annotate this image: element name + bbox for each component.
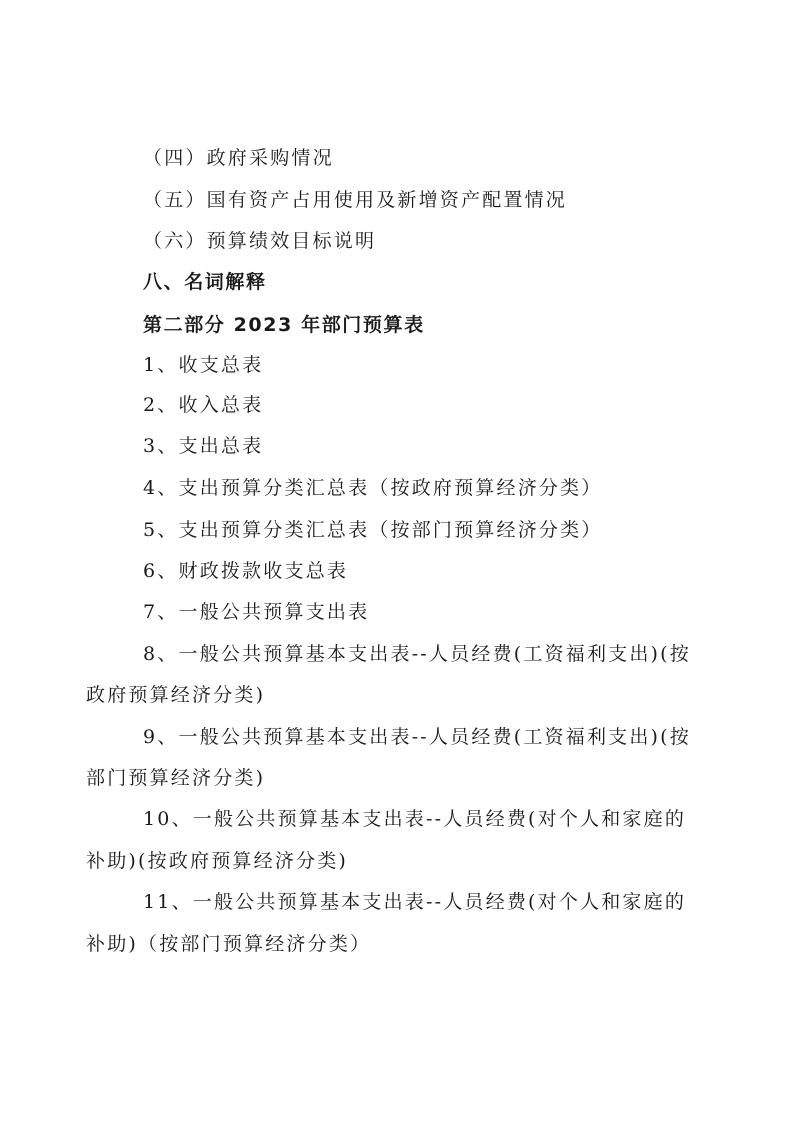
- table-list-item-10: 10、一般公共预算基本支出表--人员经费(对个人和家庭的: [143, 808, 687, 830]
- table-list-item-9: 9、一般公共预算基本支出表--人员经费(工资福利支出)(按: [143, 726, 691, 748]
- table-list-item-8: 8、一般公共预算基本支出表--人员经费(工资福利支出)(按: [143, 643, 691, 665]
- table-list-item-9-continued: 部门预算经济分类): [86, 767, 266, 789]
- table-list-item-5: 5、支出预算分类汇总表（按部门预算经济分类）: [143, 519, 603, 541]
- table-list-item-11: 11、一般公共预算基本支出表--人员经费(对个人和家庭的: [143, 891, 687, 913]
- table-list-item-4: 4、支出预算分类汇总表（按政府预算经济分类）: [143, 477, 603, 499]
- part-heading-budget-tables: 第二部分 2023 年部门预算表: [143, 314, 425, 336]
- table-list-item-8-continued: 政府预算经济分类): [86, 684, 266, 706]
- item-performance-goals: （六）预算绩效目标说明: [143, 230, 377, 252]
- table-list-item-6: 6、财政拨款收支总表: [143, 560, 349, 582]
- item-state-assets: （五）国有资产占用使用及新增资产配置情况: [143, 189, 568, 211]
- table-list-item-3: 3、支出总表: [143, 435, 264, 457]
- item-government-procurement: （四）政府采购情况: [143, 147, 334, 169]
- table-list-item-10-continued: 补助)(按政府预算经济分类): [86, 850, 349, 872]
- table-list-item-7: 7、一般公共预算支出表: [143, 601, 370, 623]
- section-heading-glossary: 八、名词解释: [143, 271, 267, 293]
- table-list-item-11-continued: 补助)（按部门预算经济分类）: [86, 933, 372, 955]
- table-list-item-2: 2、收入总表: [143, 394, 264, 416]
- table-list-item-1: 1、收支总表: [143, 354, 264, 376]
